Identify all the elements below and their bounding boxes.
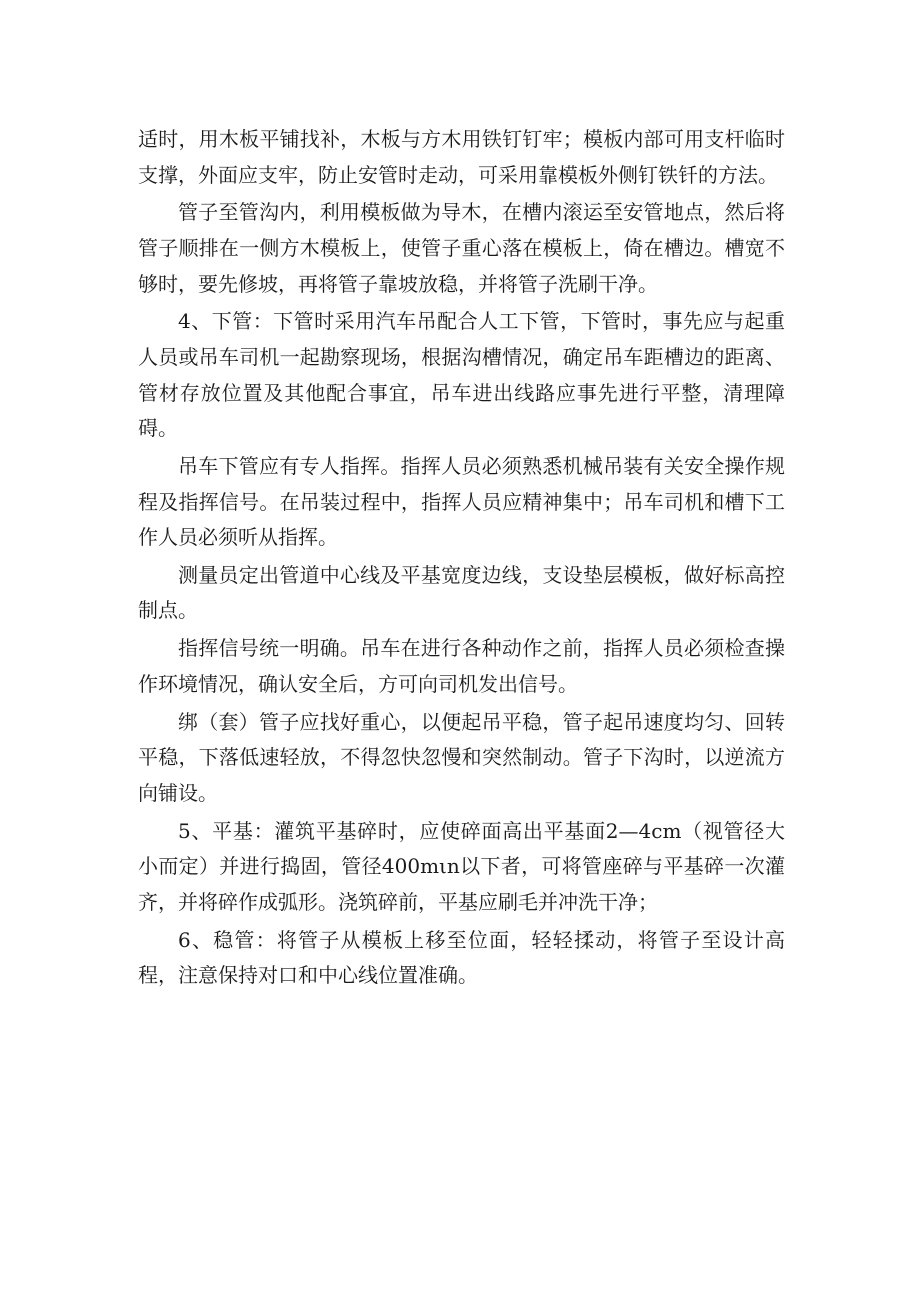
paragraph-1: 适时，用木板平铺找补，木板与方木用铁钉钉牢；模板内部可用支杆临时支撑，外面应支牢，防止安管时走动，可采用靠模板外侧钉铁钎的方法。 <box>138 127 785 187</box>
paragraph-4: 吊车下管应有专人指挥。指挥人员必须熟悉机械吊装有关安全操作规程及指挥信号。在吊装过程中，指挥人员应精神集中；吊车司机和槽下工作人员必须听从指挥。 <box>138 453 785 550</box>
paragraph-5: 测量员定出管道中心线及平基宽度边线，支设垫层模板，做好标高控制点。 <box>138 562 785 623</box>
paragraph-8: 5、平基：灌筑平基碎时，应使碎面高出平基面2—4cm（视管径大小而定）并进行捣固，管径400mιn以下者，可将管座碎与平基碎一次灌齐，并将碎作成弧形。浇筑碎前，平基应刷毛并冲洗干净； <box>138 818 785 914</box>
paragraph-7: 绑（套）管子应找好重心，以便起吊平稳，管子起吊速度均匀、回转平稳，下落低速轻放，不得忽快忽慢和突然制动。管子下沟时，以逆流方向铺设。 <box>138 709 785 805</box>
document-body <box>138 122 785 996</box>
paragraph-2: 管子至管沟内，利用模板做为导木，在槽内滚运至安管地点，然后将管子顺排在一侧方木模板上，使管子重心落在模板上，倚在槽边。槽宽不够时，要先修坡，再将管子靠坡放稳，并将管子洗刷干净。 <box>138 200 785 296</box>
paragraph-9: 6、稳管：将管子从模板上移至位面，轻轻揉动，将管子至设计高程，注意保持对口和中心线位置准确。 <box>138 927 785 988</box>
paragraph-6: 指挥信号统一明确。吊车在进行各种动作之前，指挥人员必须检查操作环境情况，确认安全后，方可向司机发出信号。 <box>138 636 785 696</box>
paragraph-3: 4、下管：下管时采用汽车吊配合人工下管，下管时，事先应与起重人员或吊车司机一起勘察现场，根据沟槽情况，确定吊车距槽边的距离、管材存放位置及其他配合事宜，吊车进出线路应事先进行平整，清理障碍。 <box>138 309 785 441</box>
